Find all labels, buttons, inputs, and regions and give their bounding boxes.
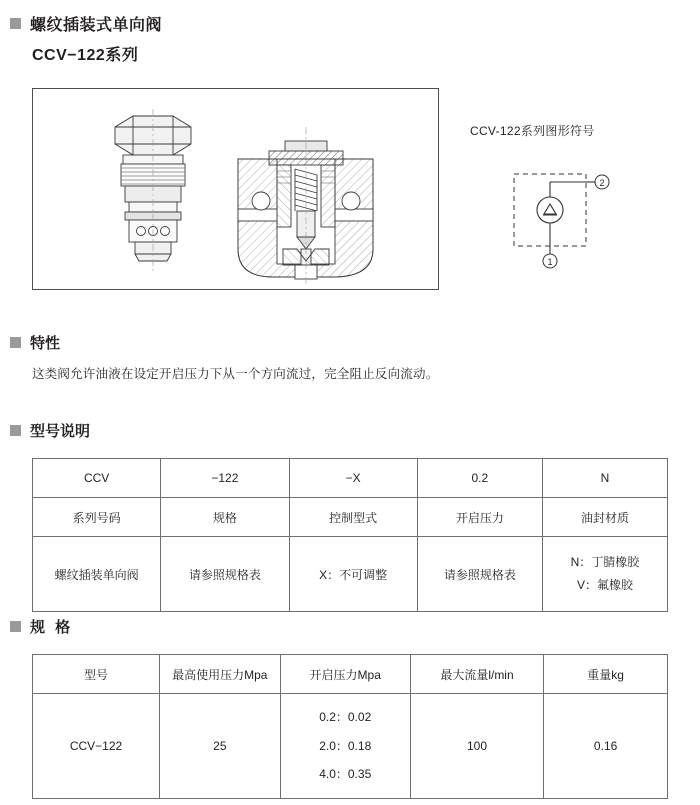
spec-cell-weight: 0.16 <box>544 694 668 799</box>
spec-header-cracking-pressure: 开启压力Mpa <box>280 655 410 694</box>
model-label-cell: 开启压力 <box>417 498 542 537</box>
table-row <box>33 498 668 537</box>
table-header-row <box>33 655 668 694</box>
spec-header-max-pressure: 最高使用压力Mpa <box>160 655 281 694</box>
model-code-cell: N <box>542 459 667 498</box>
spec-table <box>32 654 668 799</box>
model-heading-text: 型号说明 <box>30 423 91 440</box>
svg-text:2: 2 <box>599 178 605 188</box>
seal-option-v: V：氟橡胶 <box>576 578 633 592</box>
page-subtitle: CCV−122系列 <box>32 47 139 64</box>
model-value-cell: 螺纹插装单向阀 <box>33 537 161 612</box>
hydraulic-symbol <box>500 160 610 270</box>
table-row <box>33 459 668 498</box>
square-bullet-icon <box>10 621 21 632</box>
seal-option-n: N：丁腈橡胶 <box>570 555 640 570</box>
model-value-cell: X：不可调整 <box>289 537 417 612</box>
model-label-cell: 油封材质 <box>542 498 667 537</box>
model-label-cell: 规格 <box>161 498 289 537</box>
page-title <box>10 12 162 35</box>
model-code-cell: 0.2 <box>417 459 542 498</box>
model-label-cell: 系列号码 <box>33 498 161 537</box>
spec-cell-cracking-pressure <box>280 694 410 799</box>
hydraulic-symbol-svg <box>500 160 610 270</box>
model-label-cell: 控制型式 <box>289 498 417 537</box>
spec-header-model: 型号 <box>33 655 160 694</box>
spec-cell-max-flow: 100 <box>410 694 543 799</box>
features-heading <box>10 332 60 353</box>
model-code-cell: −X <box>289 459 417 498</box>
cracking-option-3: 4.0：0.35 <box>319 767 372 782</box>
product-figure <box>32 88 439 290</box>
features-heading-text: 特性 <box>30 335 61 352</box>
svg-text:1: 1 <box>547 257 553 267</box>
symbol-caption: CCV-122系列图形符号 <box>470 124 595 138</box>
model-table <box>32 458 668 612</box>
table-row <box>33 694 668 799</box>
spec-cell-model: CCV−122 <box>33 694 160 799</box>
seal-material-cell <box>542 537 667 612</box>
square-bullet-icon <box>10 18 21 29</box>
model-code-cell: CCV <box>33 459 161 498</box>
cracking-option-2: 2.0：0.18 <box>319 738 372 753</box>
page-title-text: 螺纹插装式单向阀 <box>30 17 163 34</box>
valve-drawing-svg <box>33 89 438 289</box>
model-code-cell: −122 <box>161 459 289 498</box>
model-heading <box>10 420 90 441</box>
spec-header-weight: 重量kg <box>544 655 668 694</box>
spec-cell-max-pressure: 25 <box>160 694 281 799</box>
square-bullet-icon <box>10 425 21 436</box>
model-value-cell: 请参照规格表 <box>417 537 542 612</box>
spec-heading <box>10 616 73 637</box>
features-text: 这类阀允许油液在设定开启压力下从一个方向流过，完全阻止反向流动。 <box>32 367 439 381</box>
cracking-option-1: 0.2：0.02 <box>319 709 372 724</box>
square-bullet-icon <box>10 337 21 348</box>
spec-header-max-flow: 最大流量l/min <box>410 655 543 694</box>
model-value-cell: 请参照规格表 <box>161 537 289 612</box>
spec-heading-text: 规 格 <box>30 619 74 636</box>
table-row <box>33 537 668 612</box>
